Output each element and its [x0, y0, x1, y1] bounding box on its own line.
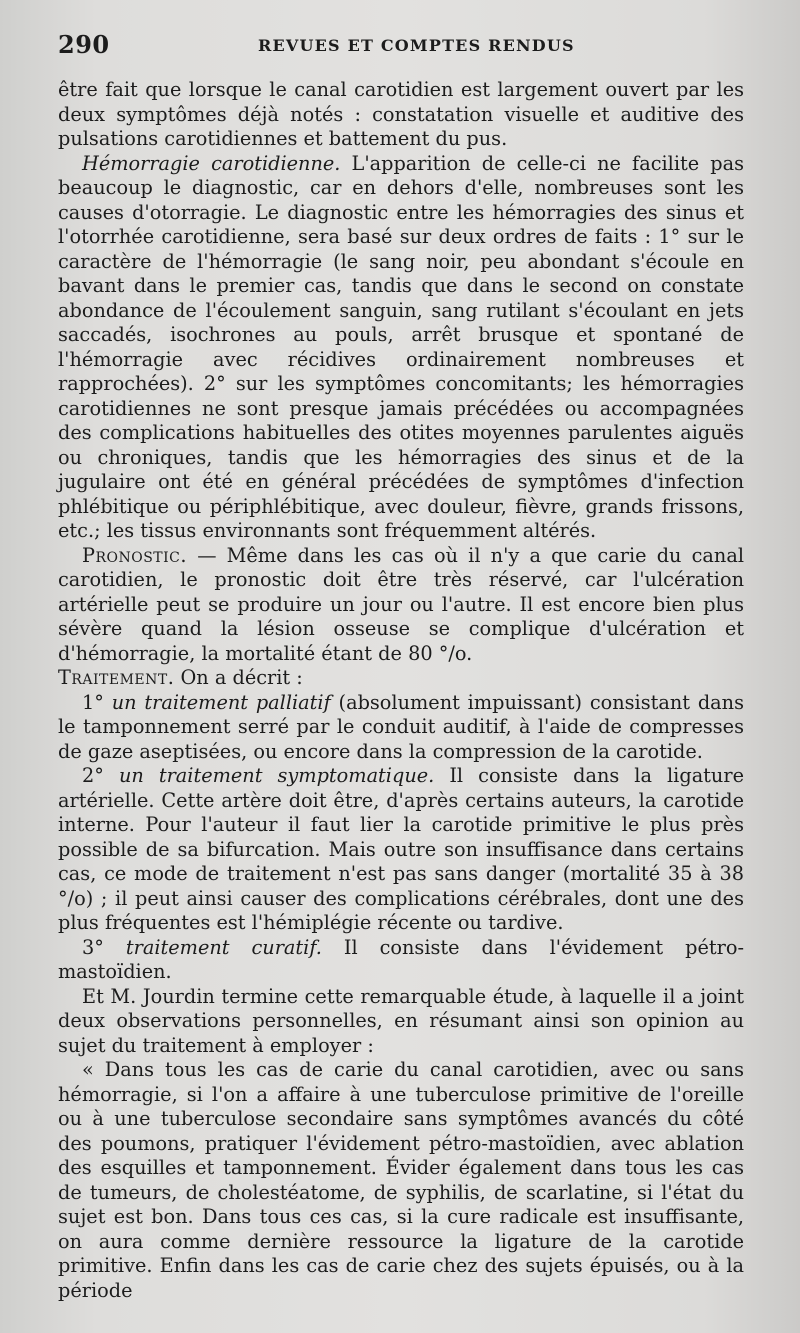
paragraph-text: Il consiste dans l'évidement pétro-mastoïdien. — [58, 935, 744, 983]
paragraph-continuation — [58, 78, 744, 152]
paragraph-traitement-3 — [58, 936, 744, 985]
paragraph-jourdin — [58, 985, 744, 1059]
paragraph-text: L'apparition de celle-ci ne facilite pas beaucoup le diagnostic, car en dehors d'elle, nombreuses sont les causes d'otorragie. Le diagnostic entre les hémorragies des sinus et l'otorrhée carotidienne, sera basé sur deux ordres de faits : 1° sur le caractère de l'hémorragie (le sang noir, peu abondant s'écoule en bavant dans le premier cas, tandis que dans le second on constate abondance de l'écoulement sanguin, sang rutilant s'écoulant en jets saccadés, isochrones au pouls, arrêt brusque et spontané de l'hémorragie avec récidives ordinairement nombreuses et rapprochées). 2° sur les symptômes concomitants; les hémorragies carotidiennes ne sont presque jamais précédées ou accompagnées des complications habituelles des otites moyennes parulentes aiguës ou chroniques, tandis que les hémorragies des sinus et de la jugulaire ont été en général précédées de symptômes d'infection phlébitique ou périphlébitique, avec douleur, fièvre, grands frissons, etc.; les tissus environnants sont fréquemment altérés. — [58, 151, 744, 542]
paragraph-traitement-2 — [58, 764, 744, 936]
paragraph-text: être fait que lorsque le canal carotidien est largement ouvert par les deux symptômes déjà notés : constatation visuelle et auditive des pulsations carotidiennes et battement du pus. — [58, 78, 744, 150]
body-text — [58, 78, 744, 1303]
paragraph-text: (absolument impuissant) consistant dans le tamponnement serré par le conduit auditif, à l'aide de compresses de gaze aseptisées, ou encore dans la compression de la carotide. — [58, 690, 744, 763]
list-number: 3° — [82, 935, 126, 959]
paragraph-traitement-1 — [58, 691, 744, 765]
running-title: REVUES ET COMPTES RENDUS — [258, 36, 575, 55]
paragraph-pronostic — [58, 544, 744, 667]
paragraph-lead: Hémorragie carotidienne. — [82, 151, 341, 175]
paragraph-text: — Même dans les cas où il n'y a que carie du canal carotidien, le pronostic doit être très réservé, car l'ulcération artérielle peut se produire un jour ou l'autre. Il est encore bien plus sévère quand la lésion osseuse se complique d'ulcération et d'hémorragie, la mortalité étant de 80 °/o. — [58, 543, 744, 665]
paragraph-text: « Dans tous les cas de carie du canal carotidien, avec ou sans hémorragie, si l'on a affaire à une tuberculose primitive de l'oreille ou à une tuberculose secondaire sans symptômes avancés du côté des poumons, pratiquer l'évidement pétro-mastoïdien, avec ablation des esquilles et tamponnement. Évider également dans tous les cas de tumeurs, de cholestéatome, de syphilis, de scarlatine, si l'état du sujet est bon. Dans tous ces cas, si la cure radicale est insuffisante, on aura comme dernière ressource la ligature de la carotide primitive. Enfin dans les cas de carie chez des sujets épuisés, ou à la période — [58, 1058, 744, 1302]
paragraph-traitement — [58, 666, 744, 691]
paragraph-lead: un traitement symptomatique. — [118, 764, 435, 787]
paragraph-lead: Pronostic. — [82, 543, 188, 567]
page-header — [58, 30, 750, 62]
paragraph-quote — [58, 1058, 744, 1303]
paragraph-lead: traitement curatif. — [125, 935, 322, 959]
list-number: 2° — [82, 764, 119, 787]
paragraph-text: Et M. Jourdin termine cette remarquable étude, à laquelle il a joint deux observations personnelles, en résumant ainsi son opinion au sujet du traitement à employer : — [58, 984, 744, 1057]
paragraph-lead: un traitement palliatif — [111, 690, 331, 714]
paragraph-hemorragie — [58, 152, 744, 544]
list-number: 1° — [82, 690, 112, 714]
paragraph-text: On a décrit : — [174, 666, 303, 689]
paragraph-lead: Traitement. — [58, 666, 175, 689]
paragraph-text: Il consiste dans la ligature artérielle. Cette artère doit être, d'après certains auteurs, la carotide interne. Pour l'auteur il faut lier la carotide primitive le plus près possible de sa bifurcation. Mais outre son insuffisance dans certains cas, ce mode de traitement n'est pas sans danger (mortalité 35 à 38 °/o) ; il peut ainsi causer des complications cérébrales, dont une des plus fréquentes est l'hémiplégie récente ou tardive. — [58, 764, 744, 934]
page-number: 290 — [58, 30, 110, 59]
